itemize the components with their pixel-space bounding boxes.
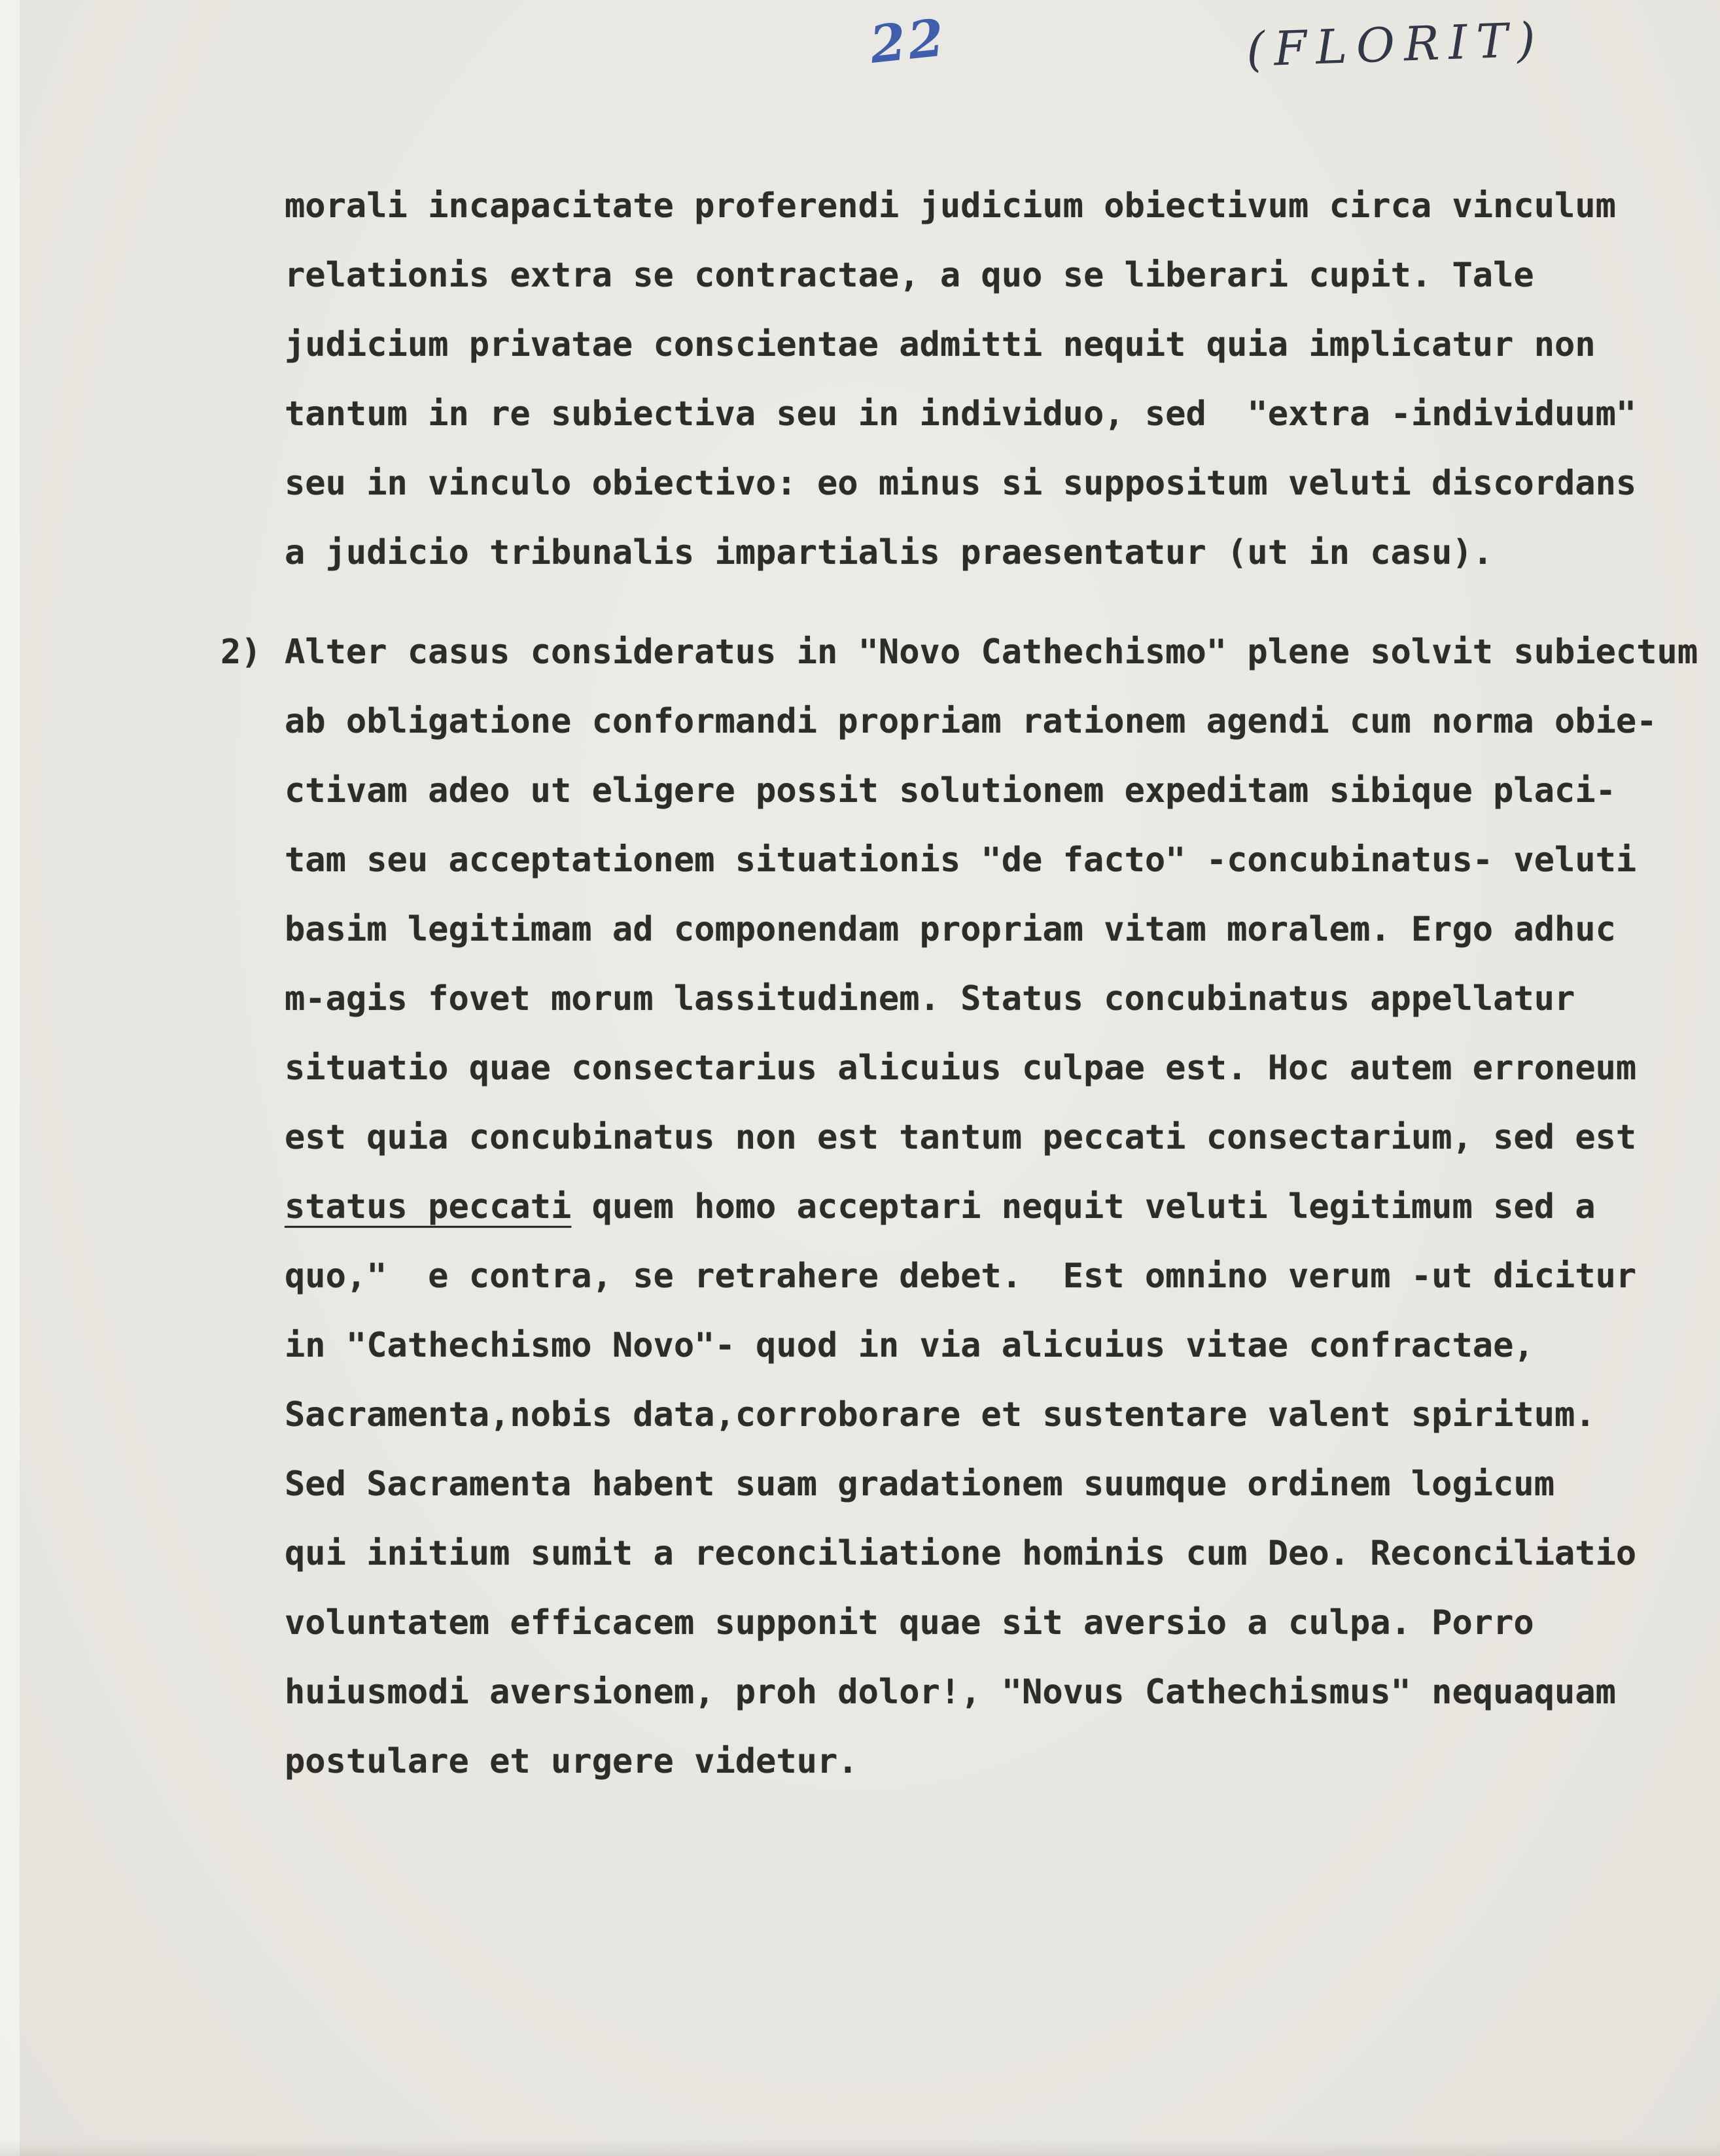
text-line: basim legitimam ad componendam propriam vitam moralem. Ergo adhuc <box>285 910 1616 949</box>
text-line: tam seu acceptationem situationis "de facto" -concubinatus- veluti <box>285 841 1637 880</box>
paragraph-1 <box>285 171 1665 587</box>
text-line: relationis extra se contractae, a quo se liberari cupit. Tale <box>285 256 1534 295</box>
text-line: est quia concubinatus non est tantum peccati consectarium, sed est <box>285 1118 1637 1157</box>
text-line: ab obligatione conformandi propriam rationem agendi cum norma obie- <box>285 702 1657 741</box>
text-line: a judicio tribunalis impartialis praesentatur (ut in casu). <box>285 533 1494 572</box>
text-line: in "Cathechismo Novo"- quod in via alicuius vitae confractae, <box>285 1326 1534 1365</box>
text-line: postulare et urgere videtur. <box>285 1742 858 1781</box>
text-line: quo," e contra, se retrahere debet. Est omnino verum -ut dicitur <box>285 1257 1637 1296</box>
underlined-phrase: status peccati <box>285 1187 572 1226</box>
text-line: Alter casus consideratus in "Novo Cathechismo" plene solvit subiectum <box>285 633 1698 672</box>
handwritten-page-number: 22 <box>867 8 949 75</box>
text-line: m-agis fovet morum lassitudinem. Status concubinatus appellatur <box>285 979 1575 1018</box>
text-line <box>285 1172 1665 1242</box>
text-line: Sacramenta,nobis data,corroborare et sustentare valent spiritum. <box>285 1395 1596 1434</box>
text-line: morali incapacitate proferendi judicium obiectivum circa vinculum <box>285 186 1616 226</box>
text-line: situatio quae consectarius alicuius culpae est. Hoc autem erroneum <box>285 1049 1637 1088</box>
text-line: voluntatem efficacem supponit quae sit aversio a culpa. Porro <box>285 1603 1534 1643</box>
text-line-rest: quem homo acceptari nequit veluti legitimum sed a <box>571 1187 1596 1226</box>
text-line: qui initium sumit a reconciliatione hominis cum Deo. Reconciliatio <box>285 1534 1637 1573</box>
text-line: judicium privatae conscientae admitti nequit quia implicatur non <box>285 325 1596 364</box>
handwritten-florit-note: (FLORIT) <box>1245 12 1545 77</box>
text-line: seu in vinculo obiectivo: eo minus si suppositum veluti discordans <box>285 464 1637 503</box>
paragraph-2 <box>220 617 1698 1796</box>
text-line: Sed Sacramenta habent suam gradationem suumque ordinem logicum <box>285 1465 1555 1504</box>
paragraph-number: 2) <box>220 633 262 672</box>
typewritten-text-block <box>220 171 1698 1796</box>
text-line: ctivam adeo ut eligere possit solutionem expeditam sibique placi- <box>285 771 1616 810</box>
text-line: tantum in re subiectiva seu in individuo, sed "extra -individuum" <box>285 394 1637 434</box>
text-line: huiusmodi aversionem, proh dolor!, "Novus Cathechismus" nequaquam <box>285 1673 1616 1712</box>
